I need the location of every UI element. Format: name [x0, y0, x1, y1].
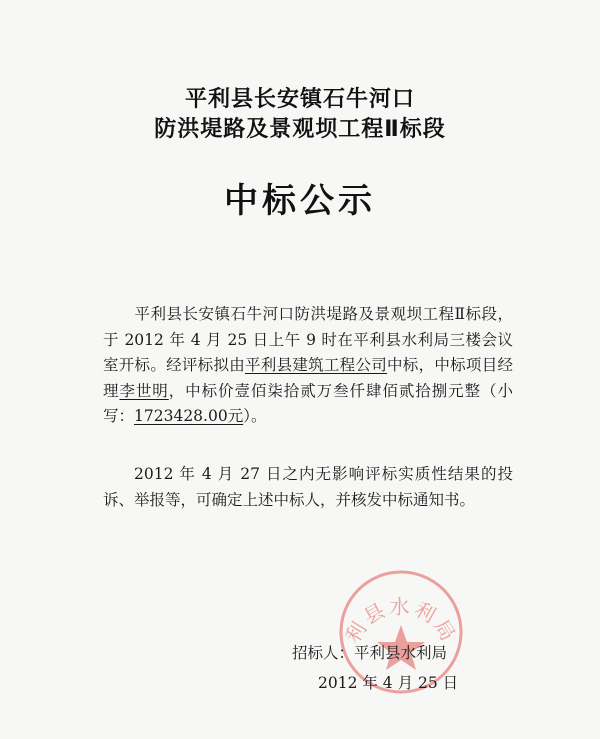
signature-date: 2012 年 4 月 25 日 [318, 674, 459, 692]
svg-text:利县水利局: 利县水利局 [340, 594, 462, 648]
bid-amount: 1723428.00元 [134, 407, 244, 425]
paragraph-1-text-b: 中标，中标项目经理 [103, 356, 513, 400]
project-manager: 李世明 [119, 381, 169, 400]
tenderer-signature: 招标人：平利县水利局 [292, 644, 448, 662]
document-title: 中标公示 [224, 181, 376, 221]
paragraph-1-text-d: ）。 [243, 407, 267, 425]
paragraph-1-text-c: ，中标价壹佰柒拾贰万叁仟肆佰贰拾捌元整（小写： [103, 381, 513, 425]
announcement-paragraph-1 [103, 302, 513, 430]
paragraph-1-text-a: 平利县长安镇石牛河口防洪堤路及景观坝工程Ⅱ标段，于 2012 年 4 月 25 日上午 9 时在平利县水利局三楼会议室开标。经评标拟由 [103, 305, 513, 374]
paragraph-2-text: 2012 年 4 月 27 日之内无影响评标实质性结果的投诉、举报等，可确定上述中标人，并核发中标通知书。 [103, 465, 513, 509]
winning-bidder: 平利县建筑工程公司 [245, 356, 388, 374]
announcement-paragraph-2 [103, 462, 513, 513]
header-title-line2: 防洪堤路及景观坝工程Ⅱ标段 [154, 117, 446, 142]
header-title-line1: 平利县长安镇石牛河口 [184, 87, 415, 112]
